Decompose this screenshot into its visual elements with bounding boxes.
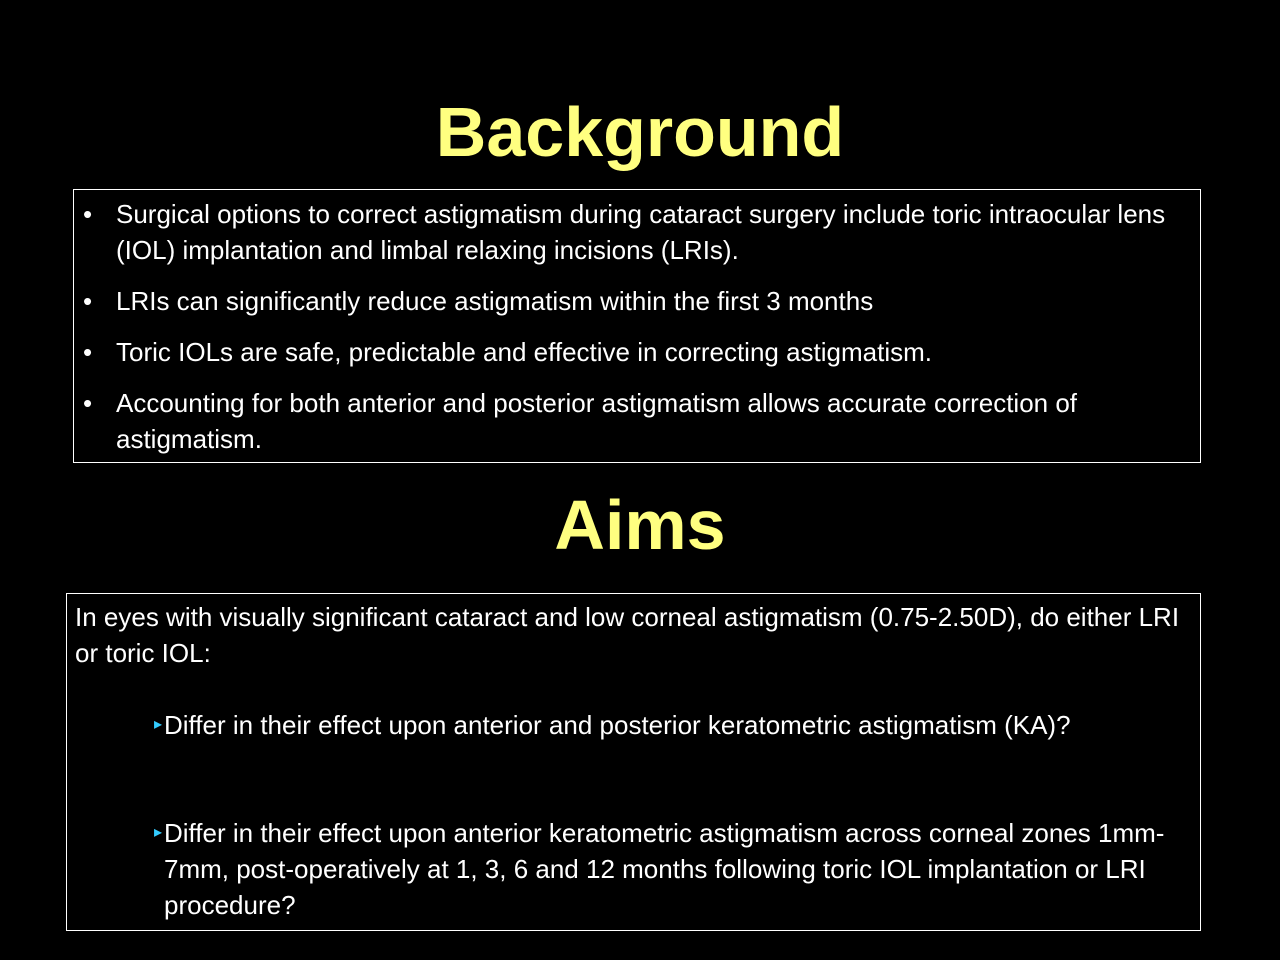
aims-intro: In eyes with visually significant cataract and low corneal astigmatism (0.75-2.50D), do either LRI or toric IOL:: [75, 602, 1180, 668]
aims-item: [154, 707, 1174, 743]
background-item-text: Accounting for both anterior and posterior astigmatism allows accurate correction of astigmatism.: [116, 388, 1078, 454]
bullet-icon: •: [83, 199, 93, 229]
background-item-text: Toric IOLs are safe, predictable and effective in correcting astigmatism.: [116, 337, 933, 367]
aims-box: [66, 593, 1201, 931]
background-box: [73, 189, 1201, 463]
bullet-icon: •: [83, 388, 93, 418]
background-item: [83, 385, 1176, 457]
background-item: [83, 283, 1176, 319]
bullet-icon: •: [83, 286, 93, 316]
background-title: Background: [435, 93, 845, 171]
background-item: [83, 334, 1176, 370]
aims-item: [154, 815, 1174, 923]
arrow-bullet-icon: ▸: [154, 824, 163, 841]
arrow-bullet-icon: ▸: [154, 716, 163, 733]
aims-item-text: Differ in their effect upon anterior and posterior keratometric astigmatism (KA)?: [164, 710, 1071, 740]
aims-item-text: Differ in their effect upon anterior keratometric astigmatism across corneal zones 1mm-7mm, post-operatively at 1, 3, 6 and 12 months following toric IOL implantation or LRI procedure?: [164, 818, 1165, 920]
bullet-icon: •: [83, 337, 93, 367]
background-item-text: LRIs can significantly reduce astigmatism within the first 3 months: [116, 286, 874, 316]
aims-title: Aims: [554, 486, 726, 564]
background-item-text: Surgical options to correct astigmatism during cataract surgery include toric intraocular lens (IOL) implantation and limbal relaxing incisions (LRIs).: [116, 199, 1166, 265]
background-item: [83, 196, 1176, 268]
